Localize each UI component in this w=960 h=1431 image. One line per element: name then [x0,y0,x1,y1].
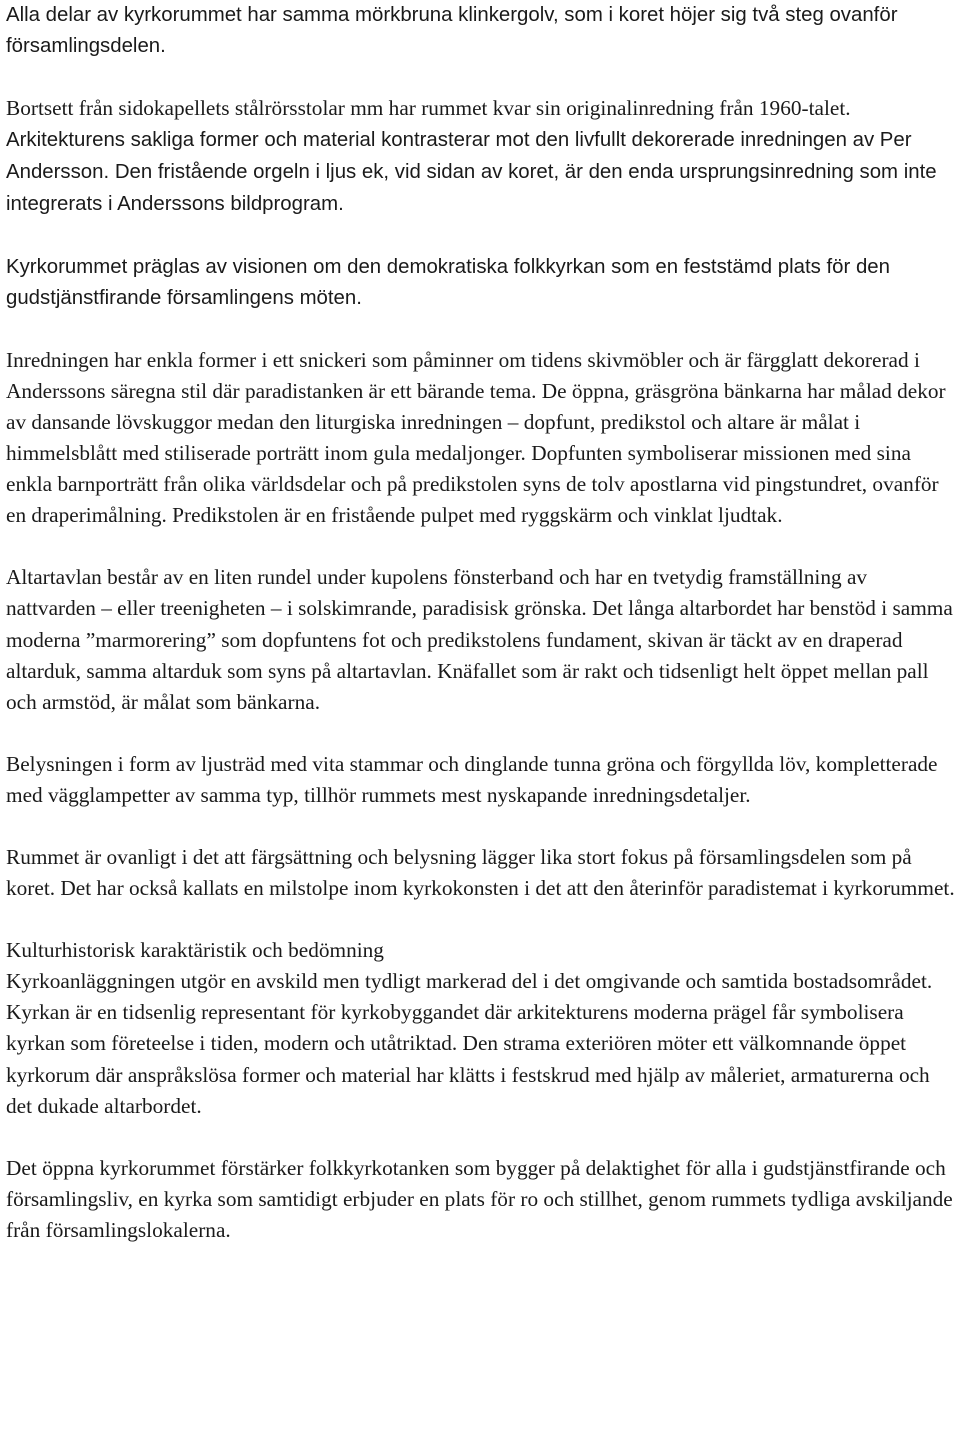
paragraph-floor: Alla delar av kyrkorummet har samma mörkbruna klinkergolv, som i koret höjer sig två steg ovanför församlingsdelen. [6,4,898,58]
paragraph-folk-church: Det öppna kyrkorummet förstärker folkkyrkotanken som bygger på delaktighet för alla i gudstjänstfirande och församlingsliv, en kyrka som samtidigt erbjuder en plats för ro och stillhet, genom rummets tydliga avskiljande från församlingslokalerna. [6,1155,953,1242]
paragraph-assessment: Kyrkoanläggningen utgör en avskild men tydligt markerad del i det omgivande och samtida bostadsområdet. Kyrkan är en tidsenlig representant för kyrkobyggandet där arkitekturens moderna prägel får symbolisera kyrkan som företeelse i tiden, modern och utåtriktad. Den strama exteriören möter ett välkomnande öppet kyrkorum där anspråkslösa former och material har klätts i festskrud med hjälp av måleriet, armaturerna och det dukade altarbordet. [6,969,933,1118]
paragraph-vision: Kyrkorummet präglas av visionen om den demokratiska folkkyrkan som en feststämd plats för den gudstjänstfirande församlingens möten. [6,255,890,309]
paragraph-room-focus: Rummet är ovanligt i det att färgsättning och belysning lägger lika stort fokus på församlingsdelen som på koret. Det har också kallats en milstolpe inom kyrkokonsten i det att den återinför paradistemat i kyrkorummet. [6,844,955,901]
section-cultural-assessment [6,935,956,1122]
paragraph-furnishings: Inredningen har enkla former i ett snickeri som påminner om tidens skivmöbler och är färgglatt dekorerad i Anderssons säregna stil där paradistanken är ett bärande tema. De öppna, gräsgröna bänkarna har målad dekor av dansande lövskuggor medan den liturgiska inredningen – dopfunt, predikstol och altare är målat i himmelsblått med stiliserade porträtt inom gula medaljonger. Dopfunten symboliserar missionen med sina enkla barnporträtt från olika världsdelar och på predikstolen syns de tolv apostlarna vid pingstundret, ovanför en draperimålning. Predikstolen är en fristående pulpet med ryggskärm och vinklat ljudtak. [6,347,946,528]
section-heading: Kulturhistorisk karaktäristik och bedömning [6,938,384,963]
document-page [6,0,956,1277]
paragraph-interior-original-serif-part: Bortsett från sidokapellets stålrörsstolar mm har rummet kvar sin originalinredning från 1960-talet. [6,96,851,121]
paragraph-interior-original [6,93,956,220]
paragraph-lighting: Belysningen i form av ljusträd med vita stammar och dinglande tunna gröna och förgyllda löv, kompletterade med vägglampetter av samma typ, tillhör rummets mest nyskapande inredningsdetaljer. [6,751,938,807]
paragraph-interior-original-sans-part: Arkitekturens sakliga former och material kontrasterar mot den livfullt dekorerade inredningen av Per Andersson. Den fristående orgeln i ljus ek, vid sidan av koret, är den enda ursprungsinredning som inte integrerats i Anderssons bildprogram. [6,129,937,216]
paragraph-altarpiece: Altartavlan består av en liten rundel under kupolens fönsterband och har en tvetydig framställning av nattvarden – eller treenigheten – i solskimrande, paradisisk grönska. Det långa altarbordet har benstöd i samma moderna ”marmorering” som dopfuntens fot och predikstolens fundament, skivan är täckt av en draperad altarduk, samma altarduk som syns på altartavlan. Knäfallet som är rakt och tidsenligt helt öppet mellan pall och armstöd, är målat som bänkarna. [6,565,953,714]
